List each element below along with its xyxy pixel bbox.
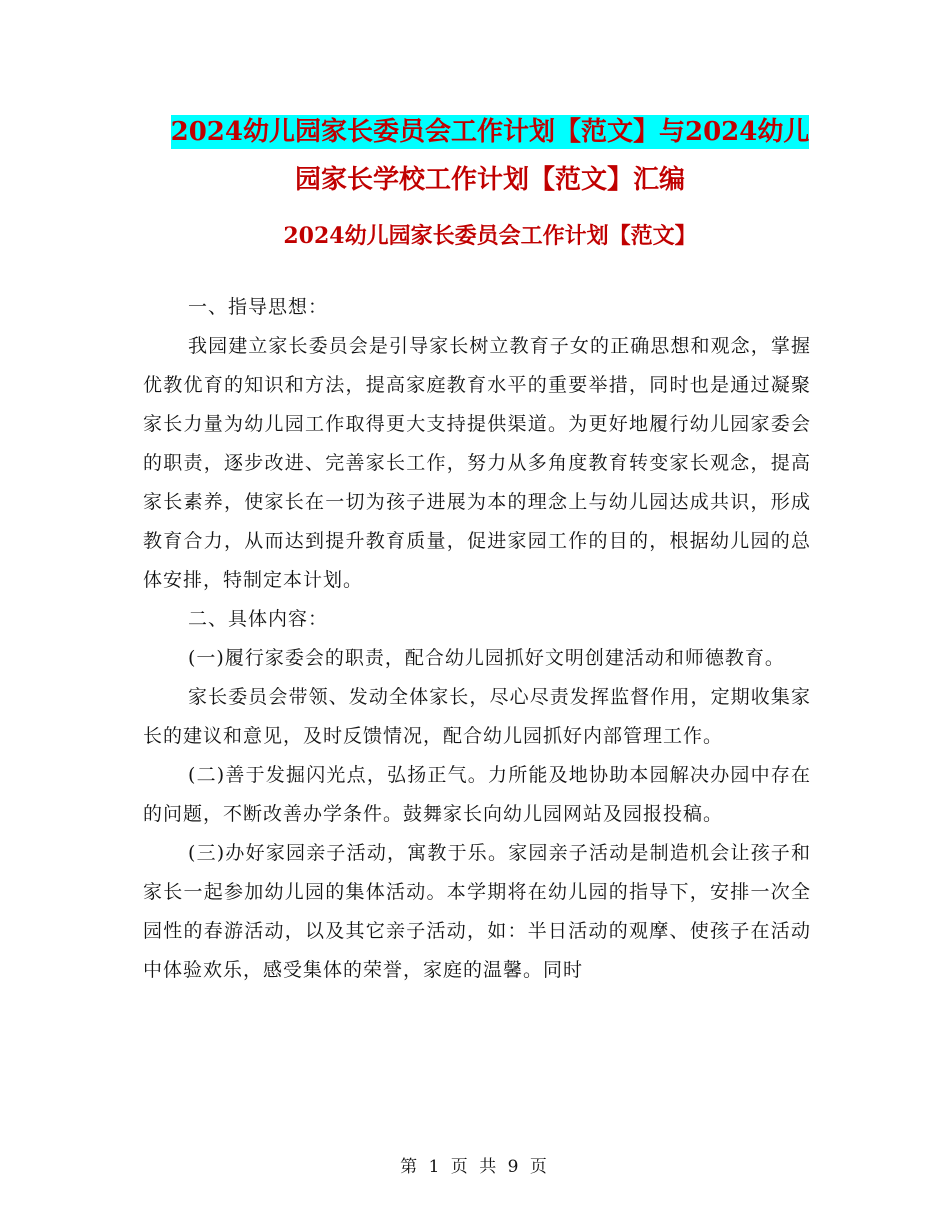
heading-specific-content: 二、具体内容： [188,608,329,630]
paragraph-item-1: (一)履行家委会的职责，配合幼儿园抓好文明创建活动和师德教育。 [188,647,785,669]
paragraph-item-2: (二)善于发掘闪光点，弘扬正气。力所能及地协助本园解决办园中存在的问题，不断改善办学条件。鼓舞家长向幼儿园网站及园报投稿。 [143,764,811,825]
heading-guiding-thought: 一、指导思想： [188,296,329,318]
document-body [143,288,811,990]
section-title: 2024幼儿园家长委员会工作计划【范文】 [283,223,697,249]
paragraph-guiding-thought: 我园建立家长委员会是引导家长树立教育子女的正确思想和观念，掌握优教优育的知识和方法，提高家庭教育水平的重要举措，同时也是通过凝聚家长力量为幼儿园工作取得更大支持提供渠道。为更好地履行幼儿园家委会的职责，逐步改进、完善家长工作，努力从多角度教育转变家长观念，提高家长素养，使家长在一切为孩子进展为本的理念上与幼儿园达成共识，形成教育合力，从而达到提升教育质量，促进家园工作的目的，根据幼儿园的总体安排，特制定本计划。 [143,335,811,591]
paragraph-item-1-detail: 家长委员会带领、发动全体家长，尽心尽责发挥监督作用，定期收集家长的建议和意见，及时反馈情况，配合幼儿园抓好内部管理工作。 [143,686,811,747]
title-line-2: 园家长学校工作计划【范文】汇编 [294,165,685,195]
paragraph-item-3: (三)办好家园亲子活动，寓教于乐。家园亲子活动是制造机会让孩子和家长一起参加幼儿园的集体活动。本学期将在幼儿园的指导下，安排一次全园性的春游活动，以及其它亲子活动，如：半日活动的观摩、使孩子在活动中体验欢乐，感受集体的荣誉，家庭的温馨。同时 [143,842,811,981]
document-title [140,108,840,204]
page-footer: 第 1 页 共 9 页 [400,1157,550,1177]
title-line-1: 2024幼儿园家长委员会工作计划【范文】与2024幼儿 [170,117,810,147]
